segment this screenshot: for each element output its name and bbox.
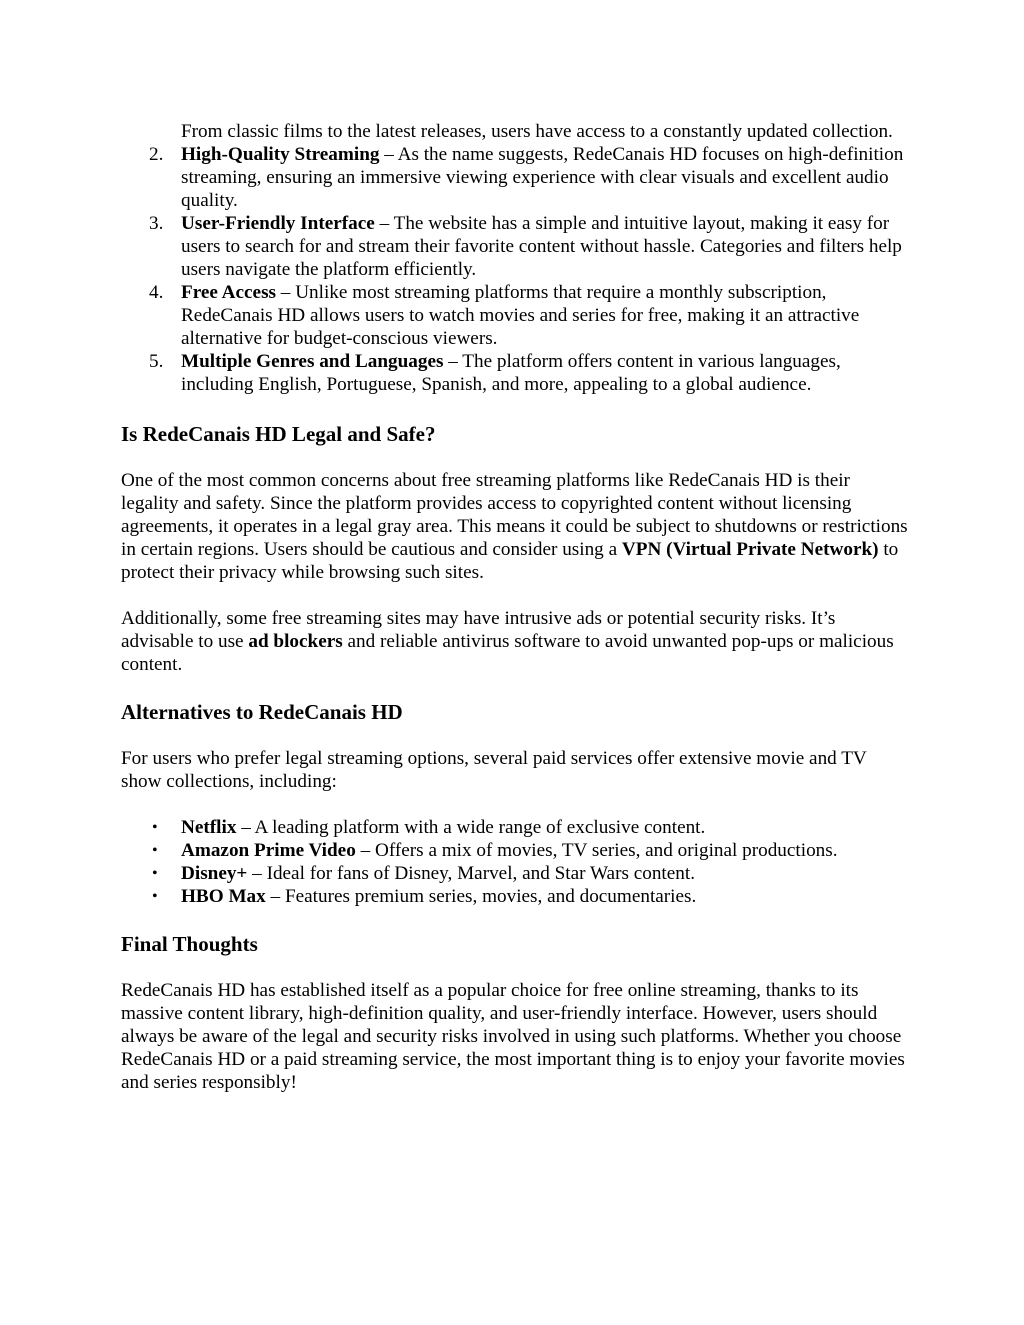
service-text: – Offers a mix of movies, TV series, and original productions. <box>355 840 838 861</box>
service-name: Disney+ <box>181 863 248 884</box>
list-number: 2. <box>149 144 164 165</box>
service-name: HBO Max <box>181 886 266 907</box>
bullet-icon: • <box>152 865 158 882</box>
final-thoughts-paragraph: RedeCanais HD has established itself as a popular choice for free online streaming, thanks to its massive content library, high-definition quality, and user-friendly interface. However, users should always be aware of the legal and security risks involved in using such platforms. Whether you choose RedeCanais HD or a paid streaming service, the most important thing is to enjoy your favorite movies and series responsibly! <box>121 980 905 1093</box>
alternatives-list <box>121 816 911 908</box>
feature-text: – The platform offers content in various languages, including English, Portuguese, Spanish, and more, appealing to a global audience. <box>181 351 841 395</box>
legal-p1-text-end: to protect their privacy while browsing such sites. <box>121 539 899 583</box>
list-number: 5. <box>149 351 164 372</box>
list-number: 4. <box>149 282 164 303</box>
legal-paragraph-1 <box>121 469 911 584</box>
feature-title: Multiple Genres and Languages <box>181 351 444 372</box>
feature-title: User-Friendly Interface <box>181 213 375 234</box>
list-item <box>121 212 911 281</box>
alternatives-heading: Alternatives to RedeCanais HD <box>121 700 403 724</box>
legal-paragraph-2 <box>121 607 911 676</box>
final-thoughts-heading: Final Thoughts <box>121 932 258 956</box>
list-item <box>121 281 911 350</box>
list-item <box>121 143 911 212</box>
list-item <box>121 839 911 862</box>
list-number: 3. <box>149 213 164 234</box>
feature-title: Free Access <box>181 282 276 303</box>
service-name: Amazon Prime Video <box>181 840 356 861</box>
feature-text: – As the name suggests, RedeCanais HD focuses on high-definition streaming, ensuring an immersive viewing experience with clear visuals and excellent audio quality. <box>181 144 904 211</box>
ad-blockers-bold-text: ad blockers <box>248 631 343 652</box>
document-page <box>121 120 911 1094</box>
legal-p2-text-end: and reliable antivirus software to avoid unwanted pop-ups or malicious content. <box>121 631 894 675</box>
list-item <box>121 885 911 908</box>
vpn-bold-text: VPN (Virtual Private Network) <box>621 539 879 560</box>
legal-p2-text: Additionally, some free streaming sites may have intrusive ads or potential security risks. It’s advisable to use <box>121 608 836 652</box>
feature-1-continuation: From classic films to the latest releases, users have access to a constantly updated collection. <box>181 121 893 142</box>
service-name: Netflix <box>181 817 237 838</box>
service-text: – Features premium series, movies, and documentaries. <box>265 886 697 907</box>
features-list <box>121 143 911 396</box>
feature-text: – The website has a simple and intuitive layout, making it easy for users to search for and stream their favorite content without hassle. Categories and filters help users navigate the platform efficiently. <box>181 213 902 280</box>
list-item <box>121 862 911 885</box>
service-text: – A leading platform with a wide range of exclusive content. <box>236 817 706 838</box>
legal-p1-text: One of the most common concerns about free streaming platforms like RedeCanais HD is their legality and safety. Since the platform provides access to copyrighted content without licensing agreements, it operates in a legal gray area. This means it could be subject to shutdowns or restrictions in certain regions. Users should be cautious and consider using a <box>121 470 908 560</box>
alternatives-intro: For users who prefer legal streaming options, several paid services offer extensive movie and TV show collections, including: <box>121 748 867 792</box>
list-item <box>121 816 911 839</box>
legal-heading: Is RedeCanais HD Legal and Safe? <box>121 422 436 446</box>
feature-title: High-Quality Streaming <box>181 144 380 165</box>
list-item <box>121 350 911 396</box>
service-text: – Ideal for fans of Disney, Marvel, and Star Wars content. <box>247 863 696 884</box>
bullet-icon: • <box>152 888 158 905</box>
feature-text: – Unlike most streaming platforms that require a monthly subscription, RedeCanais HD allows users to watch movies and series for free, making it an attractive alternative for budget-conscious viewers. <box>181 282 860 349</box>
bullet-icon: • <box>152 842 158 859</box>
bullet-icon: • <box>152 819 158 836</box>
